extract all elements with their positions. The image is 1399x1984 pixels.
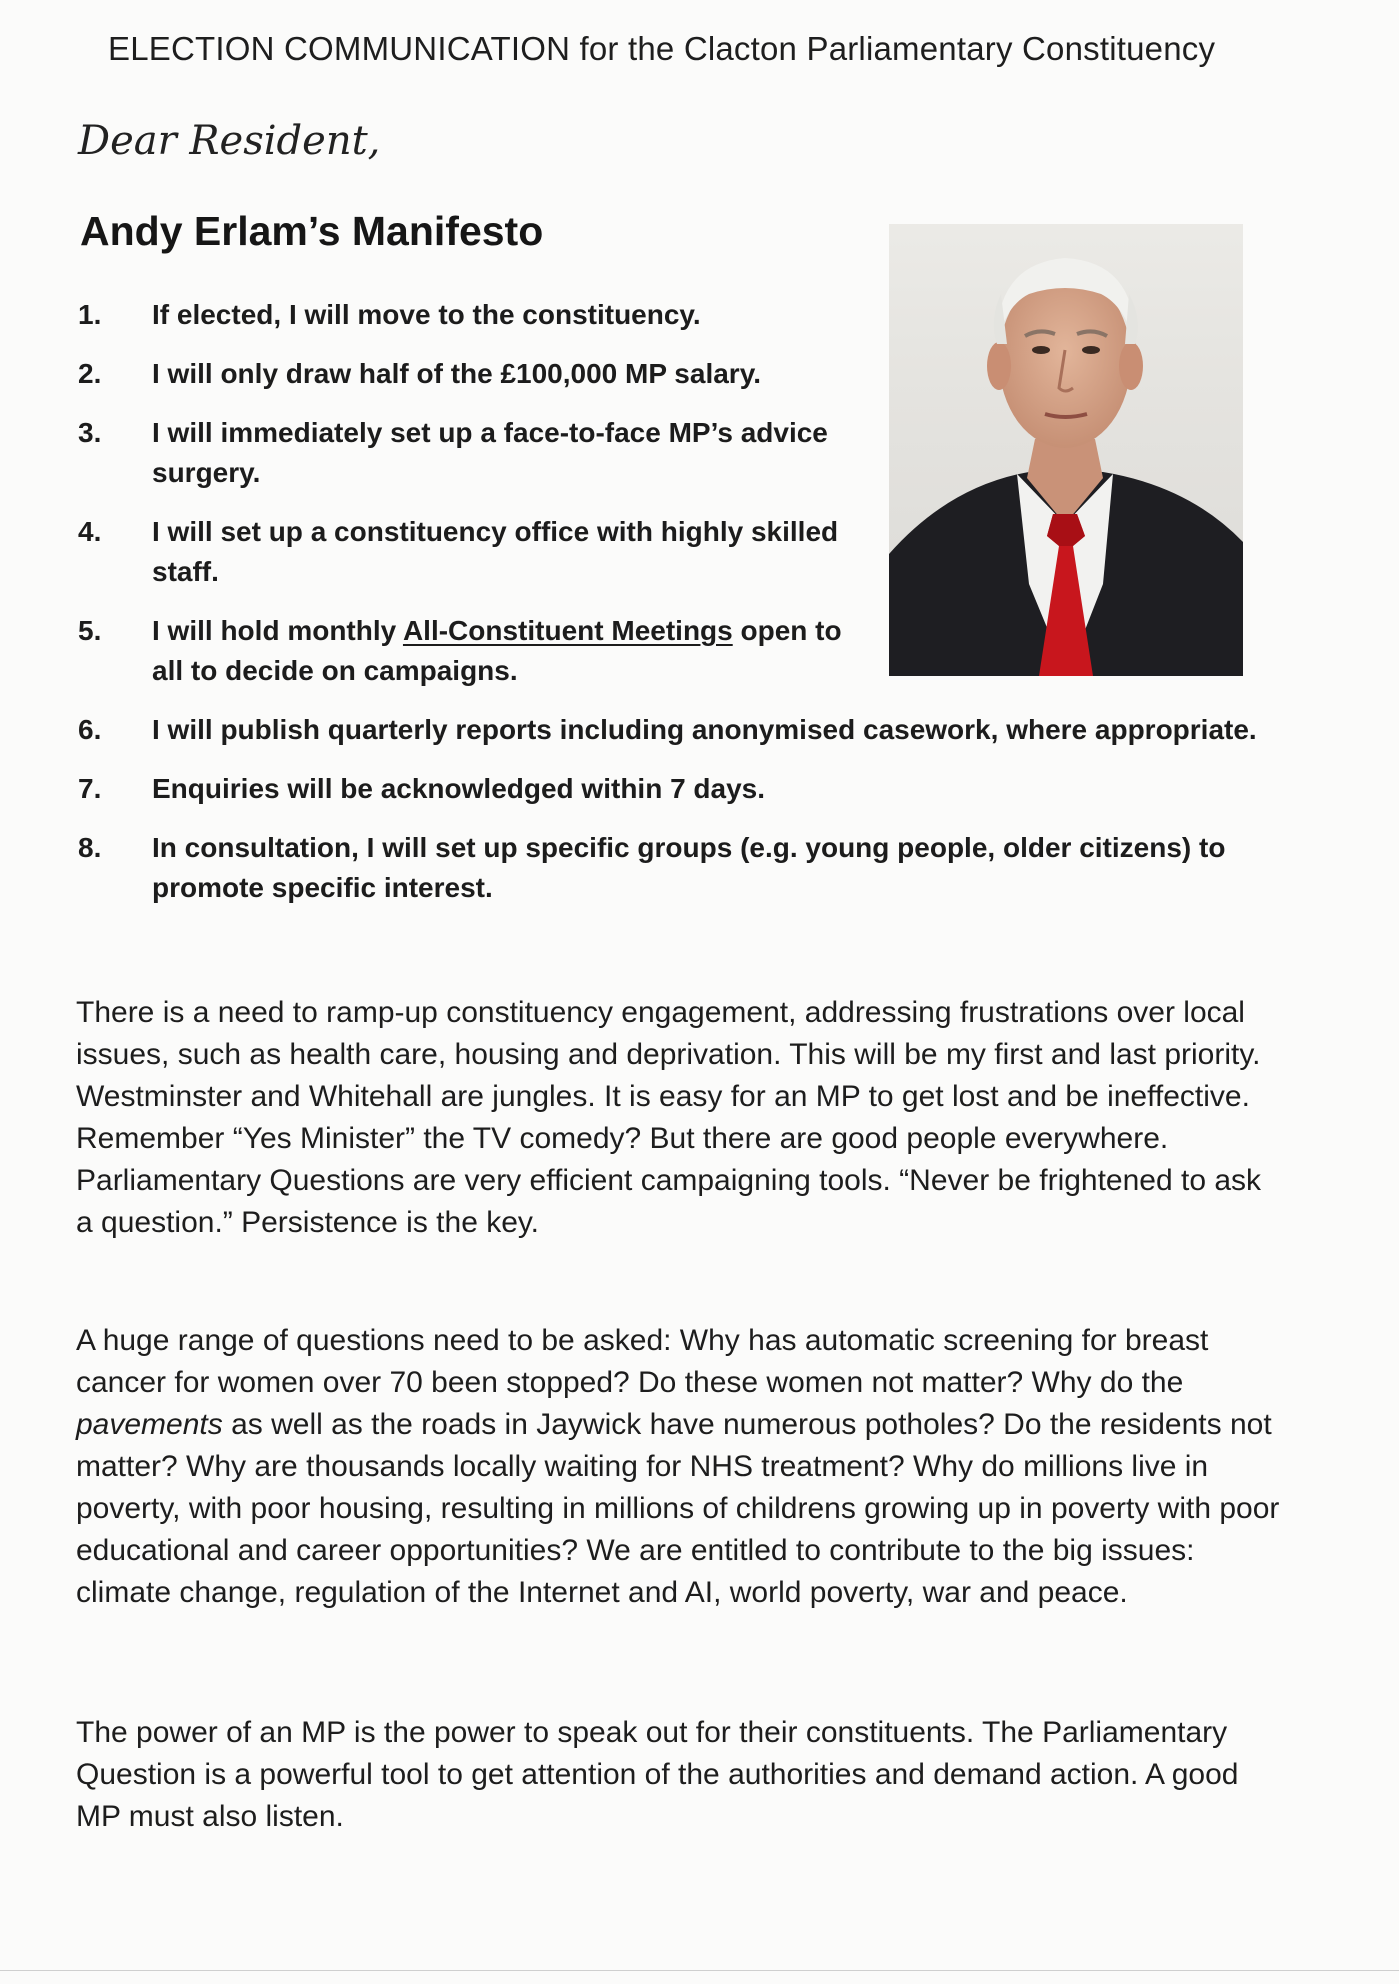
- item-number: 3.: [78, 417, 102, 448]
- item-text: I will immediately set up a face-to-face MP’s advice surgery.: [152, 417, 828, 488]
- paragraph-power: The power of an MP is the power to speak out for their constituents. The Parliamentary Question is a powerful tool to get attention of the authorities and demand action. A good MP must also listen.: [76, 1716, 1239, 1833]
- list-item: [78, 710, 1258, 750]
- communication-header: ELECTION COMMUNICATION for the Clacton Parliamentary Constituency: [108, 30, 1216, 67]
- all-constituent-meetings-text: All-Constituent Meetings: [402, 615, 733, 646]
- item-number: 2.: [78, 358, 102, 389]
- item-text: Enquiries will be acknowledged within 7 days.: [152, 773, 766, 804]
- item-text: I will only draw half of the £100,000 MP salary.: [152, 358, 761, 389]
- item-text-pre: I will hold monthly: [152, 615, 403, 646]
- paragraph-questions-b: as well as the roads in Jaywick have numerous potholes? Do the residents not matter? Why are thousands locally waiting for NHS treatment? Why do millions live in poverty, with poor housing, resulting in millions of childrens growing up in poverty with poor educational and career opportunities? We are entitled to contribute to the big issues: climate change, regulation of the Internet and AI, world poverty, war and peace.: [76, 1408, 1280, 1609]
- salutation: Dear Resident,: [78, 118, 381, 164]
- item-number: 1.: [78, 299, 102, 330]
- list-item: [78, 828, 1258, 908]
- pavements-emphasis: pavements: [76, 1408, 223, 1441]
- list-item: [78, 769, 1258, 809]
- item-number: 4.: [78, 516, 102, 547]
- item-text: I will publish quarterly reports including anonymised casework, where appropriate.: [152, 714, 1257, 745]
- list-item: [78, 413, 1258, 493]
- manifesto-list: [78, 295, 1258, 927]
- page-divider: [0, 1970, 1399, 1971]
- item-number: 7.: [78, 773, 102, 804]
- paragraph-engagement: There is a need to ramp-up constituency engagement, addressing frustrations over local issues, such as health care, housing and deprivation. This will be my first and last priority. Westminster and Whitehall are jungles. It is easy for an MP to get lost and be ineffective. Remember “Yes Minister” the TV comedy? But there are good people everywhere. Parliamentary Questions are very efficient campaigning tools. “Never be frightened to ask a question.” Persistence is the key.: [76, 996, 1262, 1239]
- item-text: If elected, I will move to the constituency.: [152, 299, 701, 330]
- list-item: [78, 354, 1258, 394]
- paragraph-questions: [76, 1320, 1286, 1614]
- item-number: 6.: [78, 714, 102, 745]
- item-number: 5.: [78, 615, 102, 646]
- page-title: Andy Erlam’s Manifesto: [80, 208, 544, 254]
- item-text: [152, 611, 872, 691]
- list-item: [78, 295, 1258, 335]
- item-text: In consultation, I will set up specific groups (e.g. young people, older citizens) to promote specific interest.: [152, 832, 1226, 903]
- item-text-post: open to all to decide on campaigns.: [152, 615, 842, 686]
- list-item: [78, 512, 1258, 592]
- item-number: 8.: [78, 832, 102, 863]
- paragraph-questions-a: A huge range of questions need to be asked: Why has automatic screening for breast cancer for women over 70 been stopped? Do these women not matter? Why do the: [76, 1324, 1209, 1399]
- item-text: I will set up a constituency office with highly skilled staff.: [152, 516, 839, 587]
- list-item: [78, 611, 1258, 691]
